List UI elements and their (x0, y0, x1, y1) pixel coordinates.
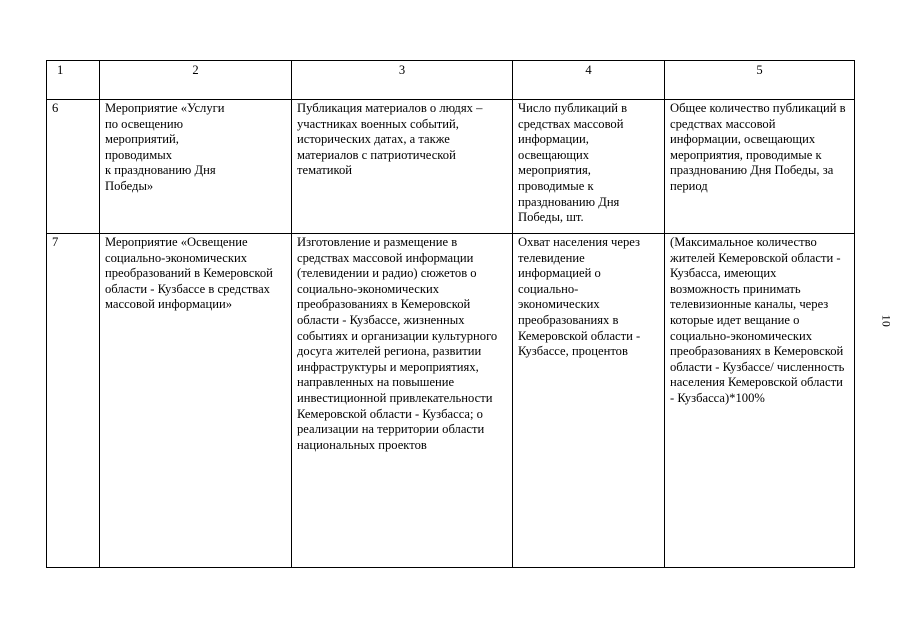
event-description-cell: Публикация материалов о людях – участниках военных событий, исторических датах, а также материалов с патриотической тематикой (292, 100, 513, 234)
table-row (47, 100, 855, 234)
header-cell-5: 5 (665, 61, 855, 100)
table-header-row (47, 61, 855, 100)
header-cell-2: 2 (100, 61, 292, 100)
page-number: 10 (879, 314, 892, 328)
indicator-cell: Число публикаций в средствах массовой информации, освещающих мероприятия, проводимые к празднованию Дня Победы, шт. (513, 100, 665, 234)
header-cell-1: 1 (47, 61, 100, 100)
event-name-cell: Мероприятие «Освещение социально-экономических преобразований в Кемеровской области - Кузбассе в средствах массовой информации» (100, 234, 292, 568)
indicator-cell: Охват населения через телевидение информацией о социально-экономических преобразованиях в Кемеровской области - Кузбассе, процентов (513, 234, 665, 568)
event-description-cell: Изготовление и размещение в средствах массовой информации (телевидении и радио) сюжетов о социально-экономических преобразованиях в Кемеровской области - Кузбассе, жизненных событиях и организации культурного досуга жителей региона, развитии инфраструктуры и мероприятиях, направленных на повышение инвестиционной привлекательности Кемеровской области - Кузбасса; о реализации на территории области национальных проектов (292, 234, 513, 568)
row-number: 6 (47, 100, 100, 234)
row-number: 7 (47, 234, 100, 568)
document-table (46, 60, 855, 568)
event-name-cell: Мероприятие «Услуги по освещению мероприятий, проводимых к празднованию Дня Победы» (100, 100, 292, 234)
formula-cell: (Максимальное количество жителей Кемеровской области - Кузбасса, имеющих возможность принимать телевизионные каналы, через которые идет вещание о социально-экономических преобразованиях в Кемеровской области - Кузбассе/ численность населения Кемеровской области - Кузбасса)*100% (665, 234, 855, 568)
header-cell-3: 3 (292, 61, 513, 100)
formula-cell: Общее количество публикаций в средствах массовой информации, освещающих мероприятия, проводимые к празднованию Дня Победы, за период (665, 100, 855, 234)
table-row (47, 234, 855, 568)
header-cell-4: 4 (513, 61, 665, 100)
